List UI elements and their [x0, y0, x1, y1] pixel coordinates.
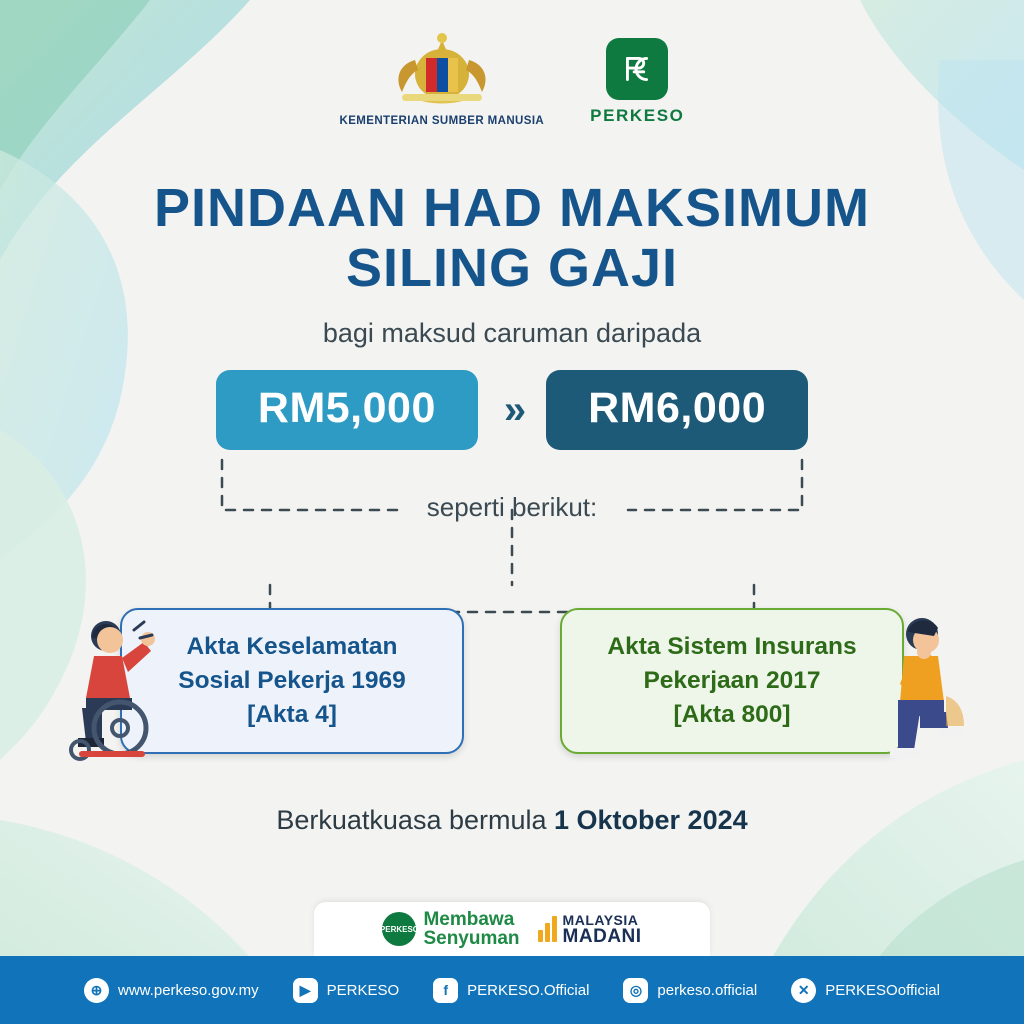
connector-label: seperti berikut:: [426, 492, 598, 522]
ministry-logo-block: [340, 30, 545, 127]
madani-line-1: MALAYSIA: [562, 911, 639, 928]
seated-thinking-person-icon: [850, 600, 990, 770]
page-title: [0, 178, 1024, 299]
youtube-icon: ▶: [293, 978, 318, 1003]
footer-label-youtube: PERKESO: [326, 981, 400, 999]
amount-from-badge: RM5,000: [216, 370, 478, 450]
ministry-label: KEMENTERIAN SUMBER MANUSIA: [339, 115, 545, 127]
act-card-akta-800-line-2: Pekerjaan 2017: [643, 667, 821, 695]
footer-item-youtube[interactable]: [293, 978, 400, 1003]
act-card-akta-4-line-1: Akta Keselamatan: [186, 633, 398, 661]
footer-label-instagram: perkeso.official: [657, 981, 758, 999]
bottom-logo-strip: [314, 902, 710, 956]
effective-date: [0, 805, 1024, 836]
wheelchair-user-icon: [48, 604, 198, 769]
amount-to-badge: RM6,000: [546, 370, 808, 450]
amount-change-row: [0, 370, 1024, 450]
act-card-akta-800-line-3: [Akta 800]: [673, 700, 791, 728]
effective-date-value: 1 Oktober 2024: [554, 805, 748, 835]
membawa-senyuman-logo: [379, 909, 520, 949]
act-card-akta-4-line-3: [Akta 4]: [247, 700, 337, 728]
instagram-icon: ◎: [623, 978, 648, 1003]
membawa-line-1: Membawa: [423, 909, 515, 930]
act-card-akta-4-line-2: Sosial Pekerja 1969: [178, 667, 406, 695]
act-card-akta-800-line-1: Akta Sistem Insurans: [607, 633, 857, 661]
footer-item-x[interactable]: [791, 978, 940, 1003]
perkeso-logo-icon: [606, 38, 668, 100]
footer-item-facebook[interactable]: [433, 978, 589, 1003]
madani-bars-icon: [538, 916, 557, 942]
madani-line-2: MADANI: [562, 925, 642, 947]
footer-label-website: www.perkeso.gov.my: [118, 981, 259, 999]
perkeso-logo-block: [590, 30, 684, 126]
perkeso-wordmark: PERKESO: [590, 106, 685, 125]
perkeso-small-icon: PERKESO: [382, 912, 416, 946]
title-line-2: SILING GAJI: [345, 238, 679, 299]
page-subtitle: bagi maksud caruman daripada: [322, 318, 702, 348]
effective-date-prefix: Berkuatkuasa bermula: [276, 805, 555, 835]
footer-label-facebook: PERKESO.Official: [467, 981, 590, 999]
membawa-line-2: Senyuman: [423, 928, 520, 949]
footer-label-x: PERKESOofficial: [825, 981, 940, 999]
title-line-1: PINDAAN HAD MAKSIMUM: [154, 178, 870, 238]
globe-icon: ⊕: [84, 978, 109, 1003]
header-logos: [0, 30, 1024, 127]
malaysia-coat-of-arms-icon: [382, 30, 502, 108]
malaysia-madani-logo: [538, 913, 642, 946]
double-chevron-right-icon: »: [503, 387, 521, 432]
x-twitter-icon: ✕: [791, 978, 816, 1003]
facebook-icon: f: [433, 978, 458, 1003]
footer-item-instagram[interactable]: [623, 978, 757, 1003]
social-footer: [0, 956, 1024, 1024]
footer-item-website[interactable]: [84, 978, 259, 1003]
